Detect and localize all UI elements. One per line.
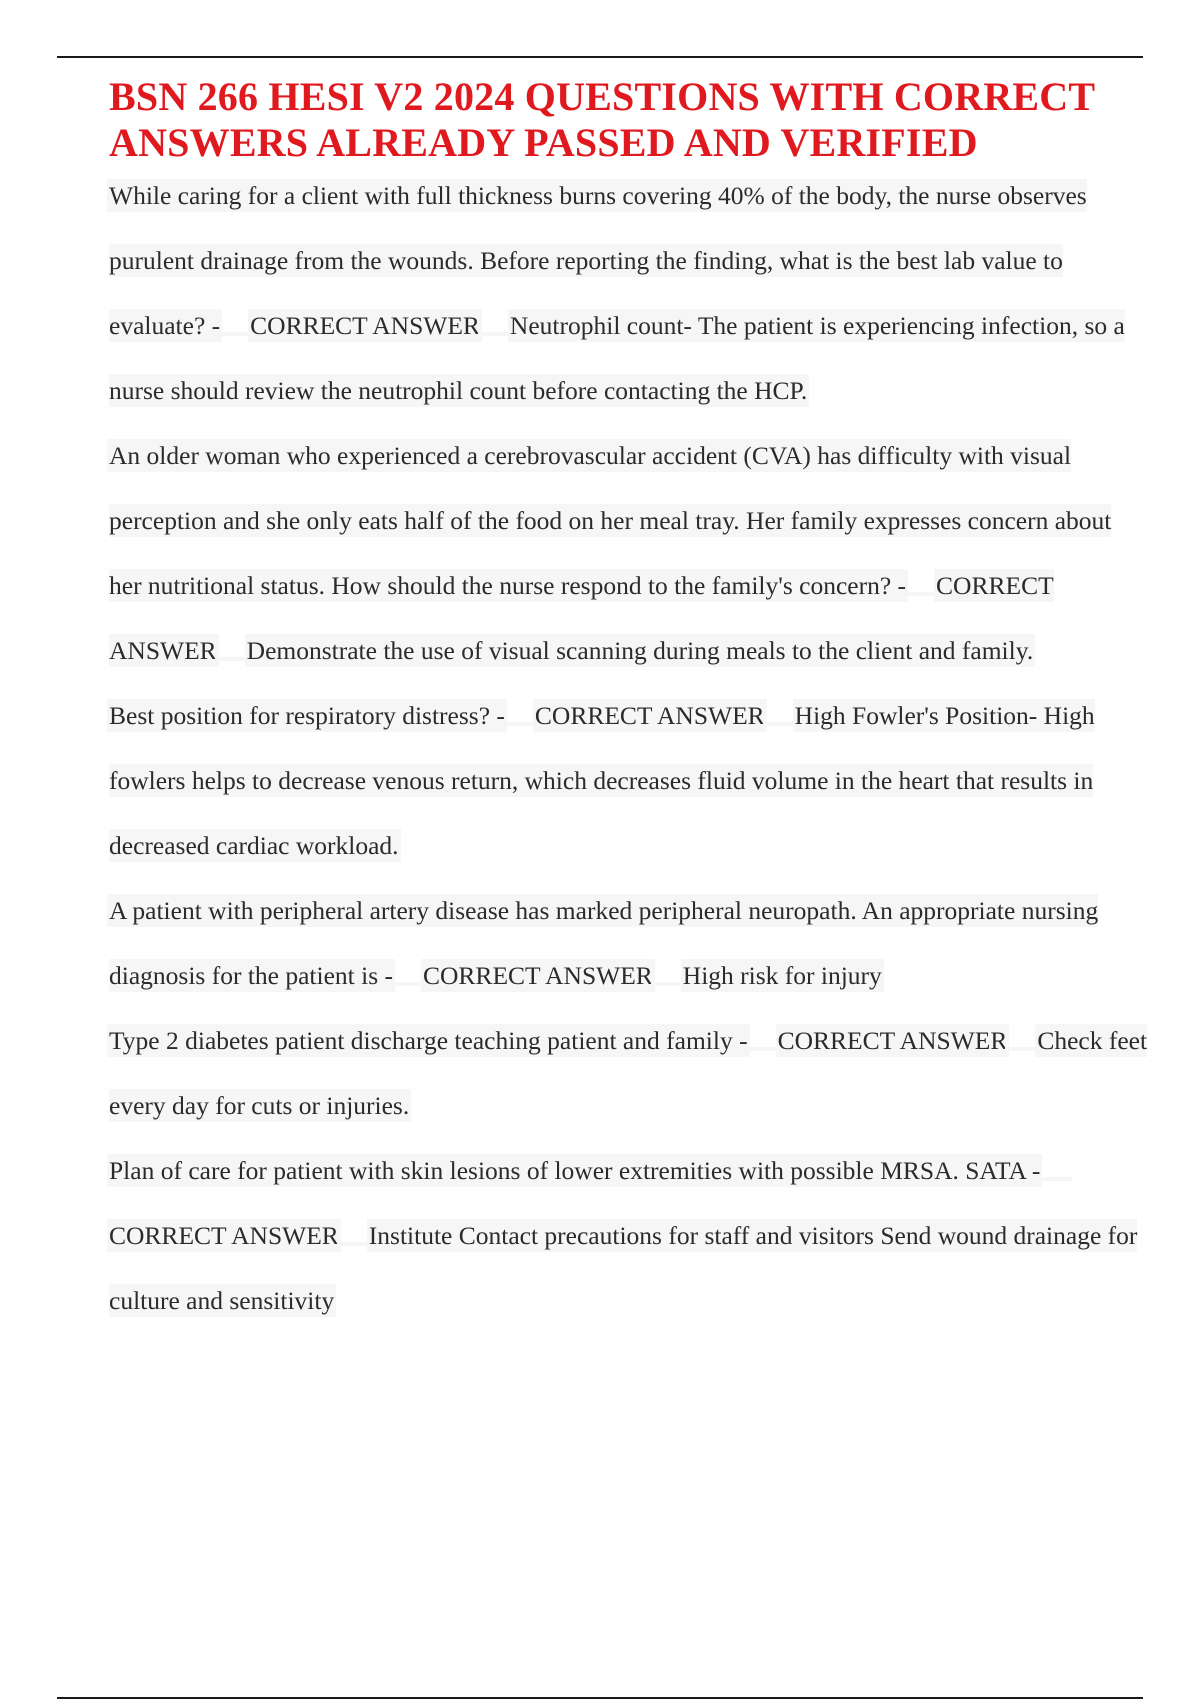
answer-label: CORRECT ANSWER: [109, 571, 1054, 665]
qa-item: [109, 683, 1149, 878]
qa-item: [109, 163, 1149, 423]
document-title: BSN 266 HESI V2 2024 QUESTIONS WITH CORRECT ANSWERS ALREADY PASSED AND VERIFIED: [109, 74, 1095, 165]
question-text: Type 2 diabetes patient discharge teaching patient and family -: [109, 1026, 748, 1055]
answer-text: Institute Contact precautions for staff and visitors Send wound drainage for culture and sensitivity: [109, 1221, 1138, 1315]
answer-text: Demonstrate the use of visual scanning during meals to the client and family.: [246, 636, 1034, 665]
answer-label: CORRECT ANSWER: [109, 1221, 339, 1250]
answer-label: CORRECT ANSWER: [423, 961, 653, 990]
answer-text: High Fowler's Position- High fowlers helps to decrease venous return, which decreases fluid volume in the heart that results in decreased cardiac workload.: [109, 701, 1095, 860]
question-text: A patient with peripheral artery disease has marked peripheral neuropath. An appropriate nursing diagnosis for the patient is -: [109, 896, 1099, 990]
answer-label: CORRECT ANSWER: [777, 1026, 1008, 1055]
answer-label: CORRECT ANSWER: [534, 701, 765, 730]
question-text: Plan of care for patient with skin lesions of lower extremities with possible MRSA. SATA -: [109, 1156, 1041, 1185]
qa-item: [109, 1138, 1149, 1333]
question-text: Best position for respiratory distress? -: [109, 701, 505, 730]
answer-label: CORRECT ANSWER: [250, 311, 480, 340]
header-rule: [57, 56, 1143, 58]
qa-item: [109, 1008, 1149, 1138]
question-text: An older woman who experienced a cerebrovascular accident (CVA) has difficulty with visual perception and she only eats half of the food on her meal tray. Her family expresses concern about her nutritional status. How should the nurse respond to the family's concern? -: [109, 441, 1112, 600]
footer-rule: [57, 1697, 1143, 1699]
question-text: While caring for a client with full thickness burns covering 40% of the body, the nurse observes purulent drainage from the wounds. Before reporting the finding, what is the best lab value to evaluate? -: [109, 181, 1087, 340]
qa-list: [109, 163, 1149, 1333]
answer-text: High risk for injury: [682, 961, 882, 990]
qa-item: [109, 423, 1149, 683]
qa-item: [109, 878, 1149, 1008]
answer-text: Neutrophil count- The patient is experiencing infection, so a nurse should review the neutrophil count before contacting the HCP.: [109, 311, 1125, 405]
answer-text: Check feet every day for cuts or injuries.: [109, 1026, 1148, 1120]
